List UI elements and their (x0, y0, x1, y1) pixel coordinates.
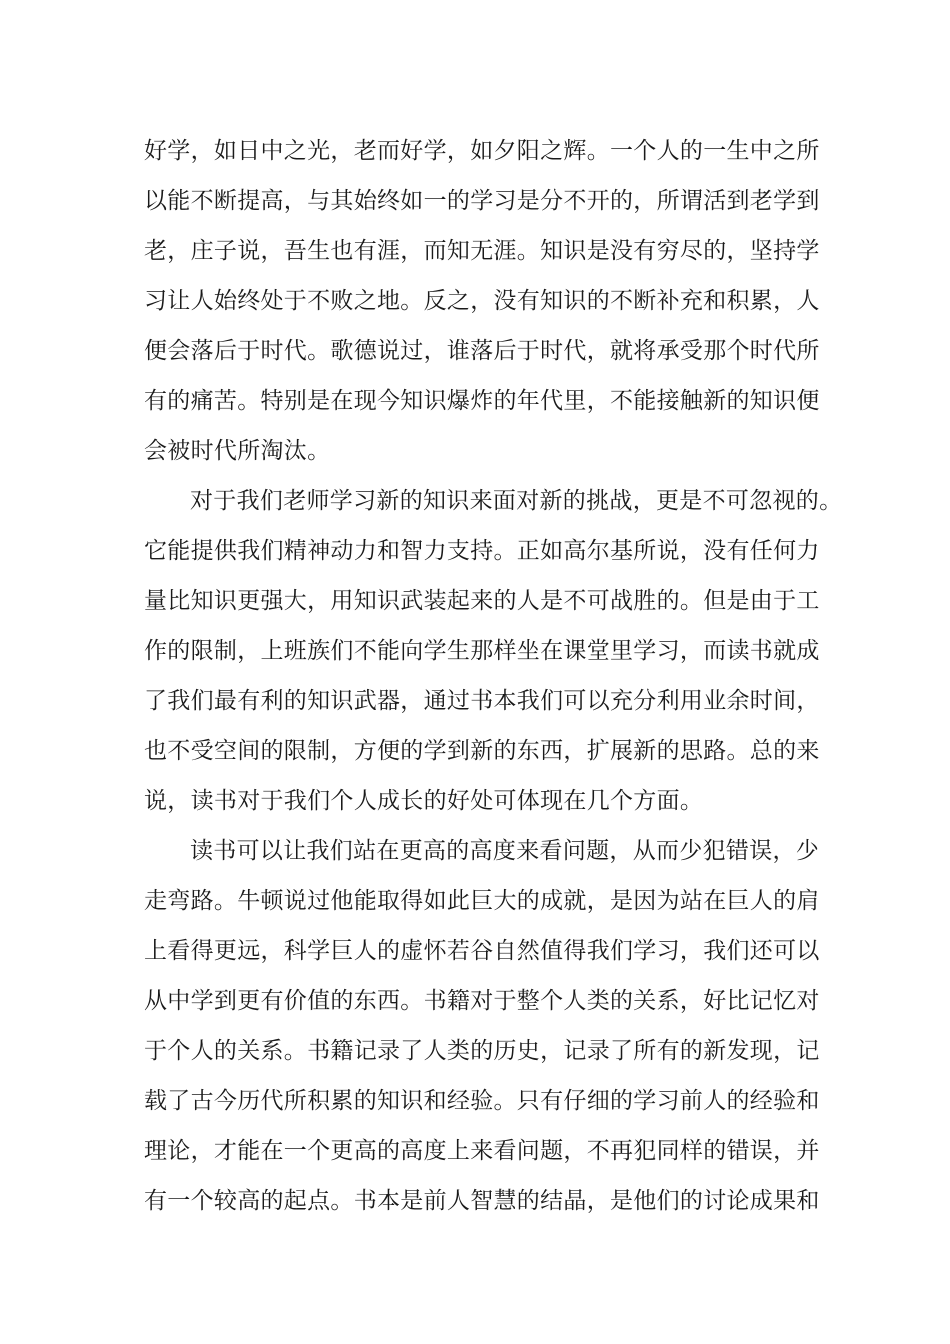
text-line: 便会落后于时代。歌德说过，谁落后于时代，就将承受那个时代所 (144, 338, 820, 364)
text-line: 于个人的关系。书籍记录了人类的历史，记录了所有的新发现，记 (144, 1038, 820, 1064)
text-line: 载了古今历代所积累的知识和经验。只有仔细的学习前人的经验和 (144, 1088, 820, 1114)
text-line: 习让人始终处于不败之地。反之，没有知识的不断补充和积累，人 (144, 288, 820, 314)
text-line: 老，庄子说，吾生也有涯，而知无涯。知识是没有穷尽的，坚持学 (144, 238, 820, 264)
text-line: 好学，如日中之光，老而好学，如夕阳之辉。一个人的一生中之所 (144, 138, 820, 164)
text-line: 对于我们老师学习新的知识来面对新的挑战，更是不可忽视的。 (190, 488, 843, 514)
text-line: 说，读书对于我们个人成长的好处可体现在几个方面。 (144, 788, 704, 814)
paragraph-2 (144, 476, 843, 826)
text-line: 也不受空间的限制，方便的学到新的东西，扩展新的思路。总的来 (144, 738, 820, 764)
text-line: 从中学到更有价值的东西。书籍对于整个人类的关系，好比记忆对 (144, 988, 820, 1014)
text-line: 上看得更远，科学巨人的虚怀若谷自然值得我们学习，我们还可以 (144, 938, 820, 964)
text-line: 量比知识更强大，用知识武装起来的人是不可战胜的。但是由于工 (144, 588, 820, 614)
text-line: 有一个较高的起点。书本是前人智慧的结晶，是他们的讨论成果和 (144, 1188, 820, 1214)
paragraph-1 (144, 126, 824, 476)
text-line: 了我们最有利的知识武器，通过书本我们可以充分利用业余时间， (144, 688, 820, 714)
text-line: 作的限制，上班族们不能向学生那样坐在课堂里学习，而读书就成 (144, 638, 820, 664)
text-line: 会被时代所淘汰。 (144, 438, 331, 464)
text-line: 它能提供我们精神动力和智力支持。正如高尔基所说，没有任何力 (144, 538, 820, 564)
paragraph-3 (144, 826, 824, 1226)
text-line: 理论，才能在一个更高的高度上来看问题，不再犯同样的错误，并 (144, 1138, 820, 1164)
text-line: 读书可以让我们站在更高的高度来看问题，从而少犯错误，少 (190, 838, 820, 864)
text-line: 走弯路。牛顿说过他能取得如此巨大的成就，是因为站在巨人的肩 (144, 888, 820, 914)
text-line: 以能不断提高，与其始终如一的学习是分不开的，所谓活到老学到 (144, 188, 820, 214)
text-line: 有的痛苦。特别是在现今知识爆炸的年代里，不能接触新的知识便 (144, 388, 820, 414)
body-text (144, 126, 843, 1226)
